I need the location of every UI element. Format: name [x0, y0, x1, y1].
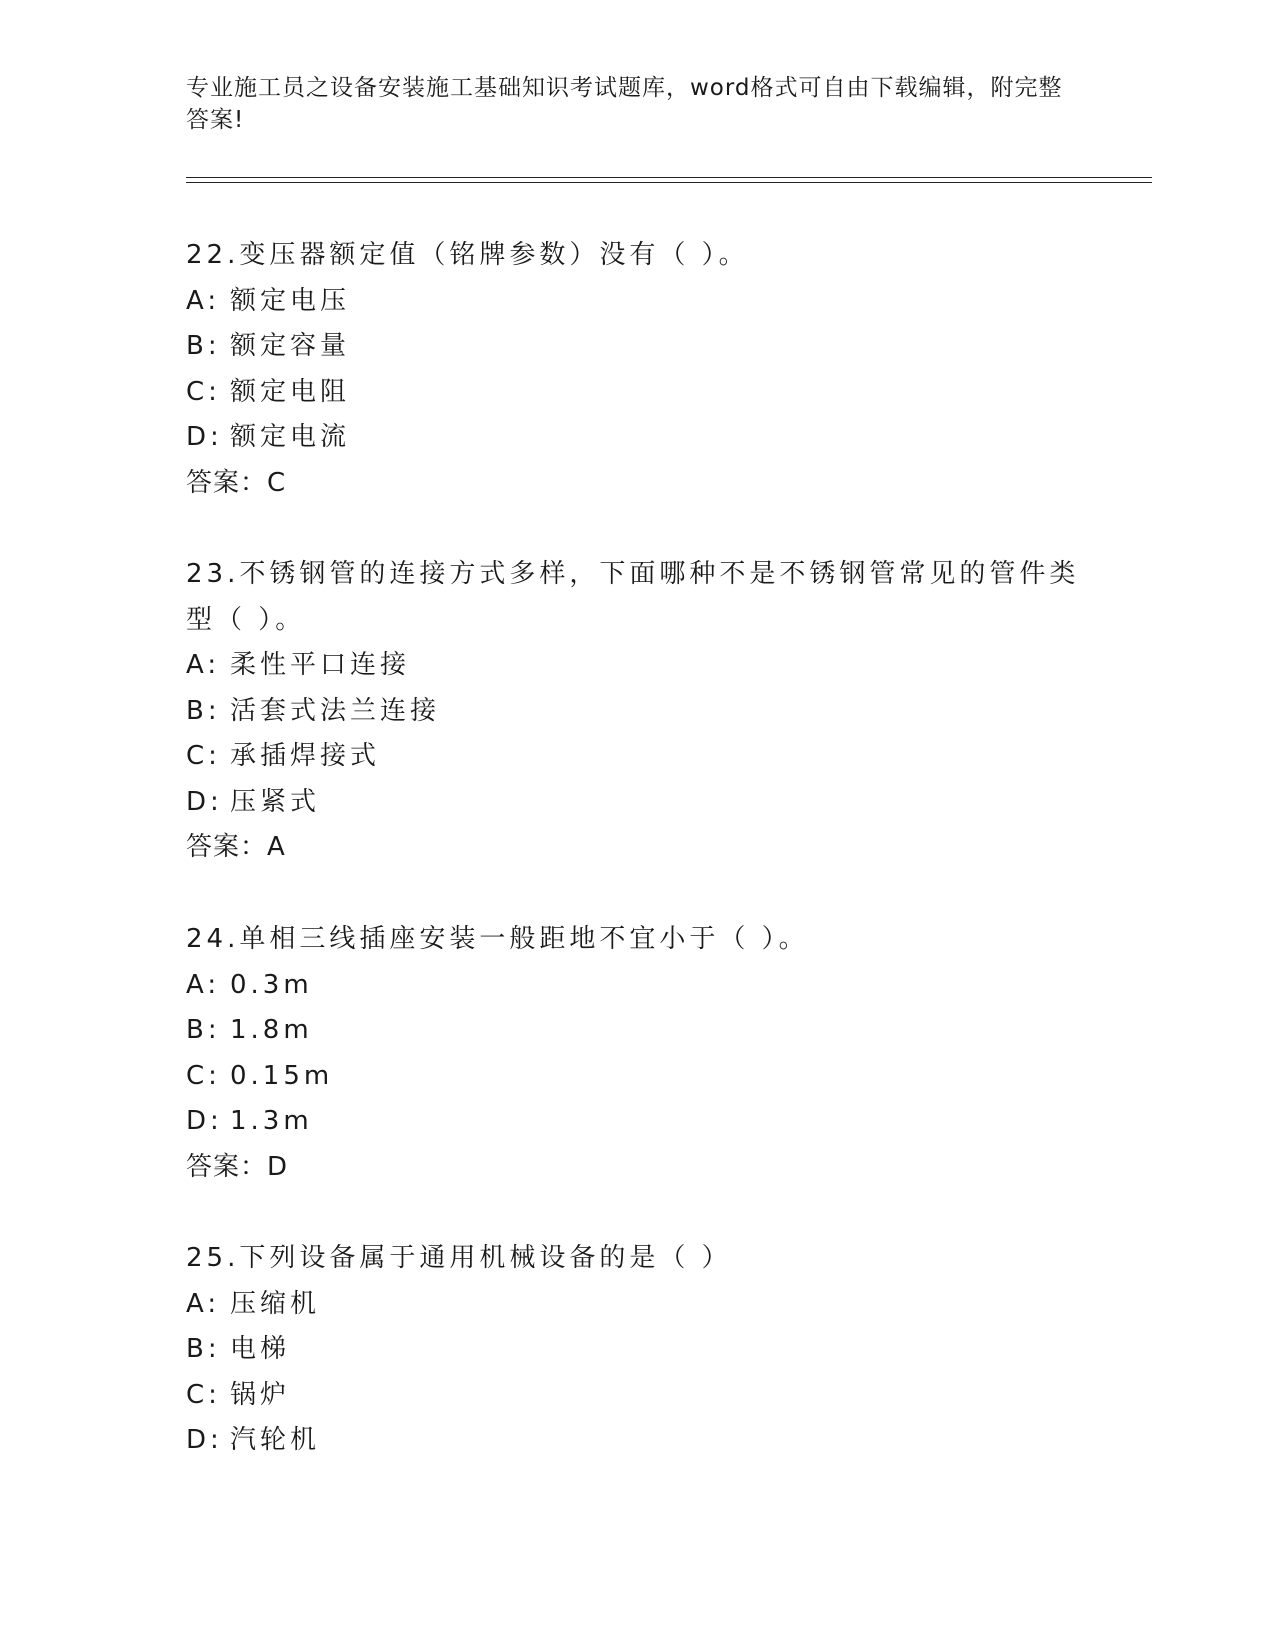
- option-text: 额定电阻: [230, 376, 351, 407]
- option-text: 活套式法兰连接: [230, 695, 441, 726]
- option-text: 承插焊接式: [230, 741, 381, 771]
- option-text: 1.3m: [230, 1106, 313, 1136]
- answer-line: 答案：C: [186, 467, 287, 498]
- option-b: [186, 1008, 1086, 1054]
- option-key: B:: [186, 695, 221, 726]
- option-a: [186, 279, 1086, 325]
- option-d: [186, 1099, 1086, 1145]
- option-d: [186, 780, 1086, 826]
- option-text: 柔性平口连接: [230, 650, 411, 680]
- option-key: D:: [186, 786, 223, 817]
- option-text: 额定电流: [230, 422, 351, 452]
- option-text: 汽轮机: [230, 1425, 321, 1455]
- question-stem: 25.下列设备属于通用机械设备的是（ ）: [186, 1243, 732, 1273]
- document-header-title: 专业施工员之设备安装施工基础知识考试题库，word格式可自由下载编辑，附完整答案!: [186, 75, 1063, 133]
- option-key: C:: [186, 1060, 221, 1091]
- option-text: 0.15m: [230, 1060, 334, 1091]
- option-text: 压紧式: [230, 786, 321, 817]
- answer-line: 答案：A: [186, 832, 286, 862]
- option-key: B:: [186, 331, 221, 361]
- option-text: 额定容量: [230, 331, 351, 361]
- option-key: D:: [186, 1425, 223, 1455]
- option-text: 额定电压: [230, 285, 351, 316]
- question-stem: 23.不锈钢管的连接方式多样，下面哪种不是不锈钢管常见的管件类型（ ）。: [186, 559, 1080, 635]
- option-text: 1.8m: [230, 1015, 313, 1045]
- option-key: D:: [186, 1106, 223, 1136]
- option-key: A:: [186, 285, 221, 316]
- question-22: [186, 233, 1086, 506]
- option-c: [186, 1373, 1086, 1419]
- option-key: A:: [186, 1288, 221, 1319]
- option-text: 0.3m: [230, 969, 313, 1000]
- header-divider-top: [186, 177, 1152, 178]
- option-text: 压缩机: [230, 1288, 321, 1319]
- option-key: C:: [186, 741, 221, 771]
- option-a: [186, 963, 1086, 1009]
- question-stem: 22.变压器额定值（铭牌参数）没有（ ）。: [186, 240, 749, 270]
- option-d: [186, 415, 1086, 461]
- question-24: [186, 917, 1086, 1190]
- option-b: [186, 1327, 1086, 1373]
- option-key: D:: [186, 422, 223, 452]
- option-key: A:: [186, 969, 221, 1000]
- option-b: [186, 689, 1086, 735]
- option-key: C:: [186, 1379, 221, 1410]
- option-key: B:: [186, 1015, 221, 1045]
- header-divider-bottom: [186, 182, 1152, 183]
- option-text: 锅炉: [230, 1379, 291, 1410]
- option-c: [186, 1054, 1086, 1100]
- option-key: B:: [186, 1334, 221, 1364]
- option-key: C:: [186, 376, 221, 407]
- answer-line: 答案：D: [186, 1151, 289, 1182]
- question-stem: 24.单相三线插座安装一般距地不宜小于（ ）。: [186, 924, 809, 954]
- option-c: [186, 370, 1086, 416]
- option-a: [186, 1282, 1086, 1328]
- question-23: [186, 552, 1086, 871]
- option-a: [186, 643, 1086, 689]
- option-d: [186, 1418, 1086, 1464]
- option-key: A:: [186, 650, 221, 680]
- option-text: 电梯: [230, 1334, 291, 1364]
- option-b: [186, 324, 1086, 370]
- option-c: [186, 734, 1086, 780]
- question-25: [186, 1236, 1086, 1464]
